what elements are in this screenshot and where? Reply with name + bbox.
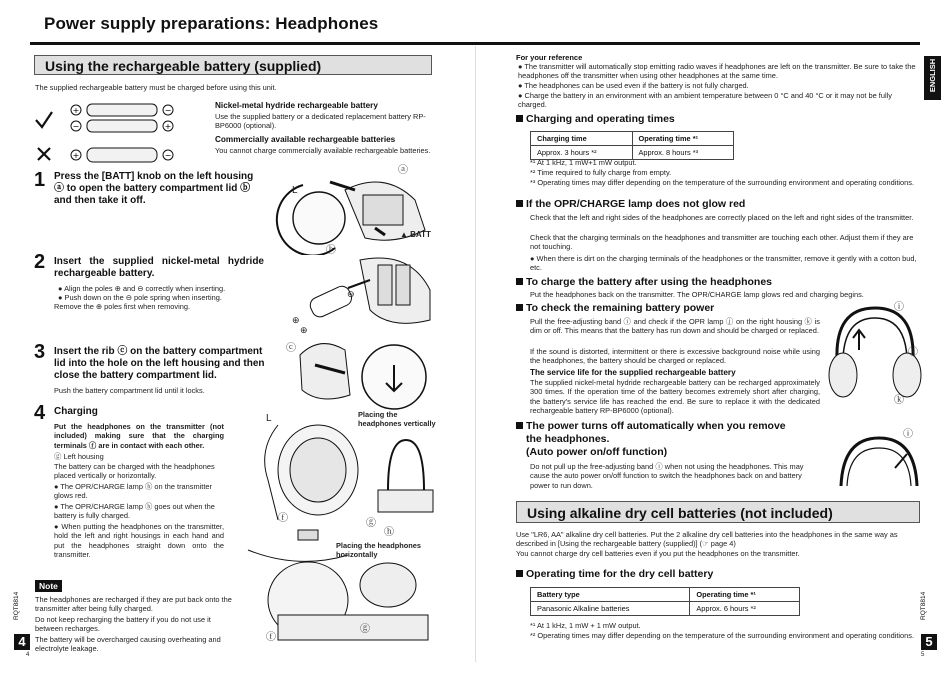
alkaline-2: You cannot charge dry cell batteries even if you put the headphones on the transmitter. <box>516 549 800 558</box>
commercial-title: Commercially available rechargeable batteries <box>215 135 396 144</box>
step-4-para-3: The battery can be charged with the headphones placed vertically or horizontally. <box>54 462 215 481</box>
dry-table-head-1: Battery type <box>531 588 690 602</box>
step-4-bullet-1: ● The OPR/CHARGE lamp ⓗ on the transmitter glows red. <box>54 482 212 501</box>
page-title: Power supply preparations: Headphones <box>44 14 379 33</box>
label-L-4: L <box>266 413 272 424</box>
label-h: ⓗ <box>384 527 394 538</box>
reference-title: For your reference <box>516 53 583 62</box>
dry-table-head-2: Operating time *¹ <box>690 588 800 602</box>
reference-2: ● The headphones can be used even if the battery is not fully charged. <box>518 81 749 90</box>
svg-text:−: − <box>164 106 172 115</box>
reference-1: ● The transmitter will automatically stop emitting radio waves if headphones are left on the transmitter. Be sure to take the headphones off the transmitter when using other headphones at the same time. <box>518 62 916 81</box>
step-1-illustration <box>275 160 440 255</box>
heading-charging-times: Charging and operating times <box>516 113 675 126</box>
step-3-illustration <box>290 335 440 415</box>
label-b: ⓑ <box>326 245 336 256</box>
step-3-sub: Push the battery compartment lid until it locks. <box>54 386 205 395</box>
note-line-2: Do not keep recharging the battery if you do not use it between recharges. <box>35 615 211 634</box>
nimh-title: Nickel-metal hydride rechargeable battery <box>215 101 378 110</box>
auto-text: Do not pull up the free-adjusting band ⓘ when not using the headphones. This may cause the auto power on/off function to switch the headphones back on and battery power to run down. <box>530 462 804 490</box>
step-2-illustration <box>290 250 440 335</box>
step-2-text: Insert the supplied nickel-metal hydride rechargeable battery. <box>54 256 264 279</box>
dry-table-cell-1: Panasonic Alkaline batteries <box>531 602 690 616</box>
small-page-left: 4 <box>26 652 30 658</box>
dry-cell-table <box>530 587 800 616</box>
dry-table-cell-2: Approx. 6 hours *² <box>690 602 800 616</box>
label-i: ⓘ <box>894 302 904 313</box>
step-2-bullet-2: ● Push down on the ⊖ pole spring when inserting. <box>58 293 222 302</box>
note-line-1: The headphones are recharged if they are put back onto the transmitter after being fully charged. <box>35 595 232 614</box>
service-life-text: The supplied nickel-metal hydride rechargeable battery can be recharged approximately 300 times. If the operation time of the battery becomes extremely short after charging, the battery's service life has reached the end. Be sure to replace it with the dedicated rechargeable battery RP-BP6000 (optional). <box>530 378 820 415</box>
label-minus: ⊖ <box>347 289 355 299</box>
charging-table-head-2: Operating time *¹ <box>632 132 734 146</box>
step-4-para-1: Put the headphones on the transmitter (not included) making sure that the charging terminals ⓕ are in contact with each other. <box>54 422 224 450</box>
charging-table-cell-2: Approx. 8 hours *³ <box>632 146 734 160</box>
lamp-2: Check that the charging terminals on the headphones and transmitter are touching each other. Adjust them if they are not touching. <box>530 233 914 252</box>
page-number-right: 5 <box>921 634 937 650</box>
heading-auto-3: (Auto power on/off function) <box>526 446 668 458</box>
svg-text:+: + <box>164 122 172 131</box>
language-tab: ENGLISH <box>924 56 941 100</box>
label-g: ⓖ <box>366 518 376 529</box>
label-L: L <box>292 185 298 196</box>
label-batt: ▲ BATT <box>400 230 431 239</box>
step-4-illustration <box>238 410 443 650</box>
heading-after: To charge the battery after using the headphones <box>516 276 772 289</box>
rqt-right: RQT8814 <box>920 591 927 620</box>
intro-text: The supplied rechargeable battery must be charged before using this unit. <box>35 83 277 92</box>
charging-note-3: *³ Operating times may differ depending on the temperature of the surrounding environment and operating conditions. <box>530 178 914 187</box>
heading-auto-2: the headphones. <box>526 433 610 445</box>
charging-note-1: *¹ At 1 kHz, 1 mW+1 mW output. <box>530 158 637 167</box>
label-k: ⓚ <box>894 395 904 406</box>
step-4-bullet-2: ● The OPR/CHARGE lamp ⓗ goes out when the battery is fully charged. <box>54 502 215 521</box>
lamp-3: ● When there is dirt on the charging terminals of the headphones or the transmitter, remove it gently with a cotton bud, etc. <box>530 254 917 273</box>
lamp-1: Check that the left and right sides of the headphones are correctly placed on the left and right sides of the transmitter. <box>530 213 914 222</box>
charging-table <box>530 131 734 160</box>
step-2-note: Remove the ⊕ poles first when removing. <box>54 302 190 311</box>
step-3-text: Insert the rib ⓒ on the battery compartment lid into the hole on the left housing and then close the battery compartment lid. <box>54 346 265 381</box>
dry-note-2: *² Operating times may differ depending on the temperature of the surrounding environment and operating conditions. <box>530 631 914 640</box>
heading-lamp: If the OPR/CHARGE lamp does not glow red <box>516 198 745 211</box>
step-3-number: 3 <box>34 341 46 363</box>
label-j: ⓙ <box>908 347 918 358</box>
small-page-right: 5 <box>921 652 925 658</box>
nimh-text: Use the supplied battery or a dedicated replacement battery RP-BP6000 (optional). <box>215 112 426 131</box>
section-heading-rechargeable: Using the rechargeable battery (supplied) <box>34 55 432 75</box>
page-number-left: 4 <box>14 634 30 650</box>
page-divider <box>475 46 476 662</box>
dry-note-1: *¹ At 1 kHz, 1 mW + 1 mW output. <box>530 621 641 630</box>
check-1: Pull the free-adjusting band ⓘ and check if the OPR lamp ⓙ on the right housing ⓚ is dim or off. This means that the battery has run down and should be charged or replaced. <box>530 317 820 336</box>
label-placing-vertical: Placing the headphones vertically <box>358 410 436 429</box>
heading-dry-cell: Operating time for the dry cell battery <box>516 568 713 581</box>
note-line-3: The battery will be overcharged causing overheating and electrolyte leakage. <box>35 635 221 654</box>
label-plus-2: ⊕ <box>300 325 308 335</box>
reference-3: ● Charge the battery in an environment with an ambient temperature between 0 °C and 40 °C or it may not be fully charged. <box>518 91 892 110</box>
label-plus-1: ⊕ <box>292 315 300 325</box>
label-g-2: ⓖ <box>360 624 370 635</box>
svg-text:+: + <box>72 151 80 160</box>
svg-text:+: + <box>72 106 80 115</box>
heading-auto-1: The power turns off automatically when you remove <box>516 420 786 433</box>
step-1-text: Press the [BATT] knob on the left housing ⓐ to open the battery compartment lid ⓑ and then take it off. <box>54 171 254 206</box>
heading-check: To check the remaining battery power <box>516 302 714 315</box>
label-f-2: ⓕ <box>266 632 276 643</box>
section-heading-alkaline: Using alkaline dry cell batteries (not included) <box>516 501 920 523</box>
step-4-bullet-3: ● When putting the headphones on the transmitter, hold the left and right housings in each hand and put the headphones straight down onto the transmitter. <box>54 522 224 559</box>
commercial-text: You cannot charge commercially available rechargeable batteries. <box>215 146 431 155</box>
label-c: ⓒ <box>286 343 296 354</box>
step-4-number: 4 <box>34 402 46 424</box>
step-4-para-2: ⓖ Left housing <box>54 452 104 461</box>
title-rule <box>30 42 920 45</box>
charging-note-2: *² Time required to fully charge from empty. <box>530 168 672 177</box>
step-2-number: 2 <box>34 251 46 273</box>
svg-text:−: − <box>164 151 172 160</box>
charging-table-cell-1: Approx. 3 hours *² <box>531 146 633 160</box>
note-badge: Note <box>35 580 62 592</box>
label-f: ⓕ <box>278 513 288 524</box>
check-2: If the sound is distorted, intermittent or there is excessive background noise while using the headphones, the battery should be charged or replaced. <box>530 347 820 366</box>
step-2-bullet-1: ● Align the poles ⊕ and ⊖ correctly when inserting. <box>58 284 226 293</box>
label-a: ⓐ <box>398 165 408 176</box>
label-i-2: ⓘ <box>903 429 913 440</box>
step-1-number: 1 <box>34 169 46 191</box>
svg-text:−: − <box>72 122 80 131</box>
rqt-left: RQT8814 <box>13 591 20 620</box>
service-life-title: The service life for the supplied rechargeable battery <box>530 368 736 377</box>
after-text: Put the headphones back on the transmitter. The OPR/CHARGE lamp glows red and charging begins. <box>530 290 864 299</box>
label-placing-horizontal: Placing the headphones horizontally <box>336 541 422 560</box>
alkaline-1: Use "LR6, AA" alkaline dry cell batteries. Put the 2 alkaline dry cell batteries into the headphones in the same way as described in [Using the rechargeable battery (supplied)] (☞ page 4) <box>516 530 898 549</box>
charging-table-head-1: Charging time <box>531 132 633 146</box>
battery-ok-illustration <box>30 100 210 170</box>
step-4-title: Charging <box>54 406 98 417</box>
